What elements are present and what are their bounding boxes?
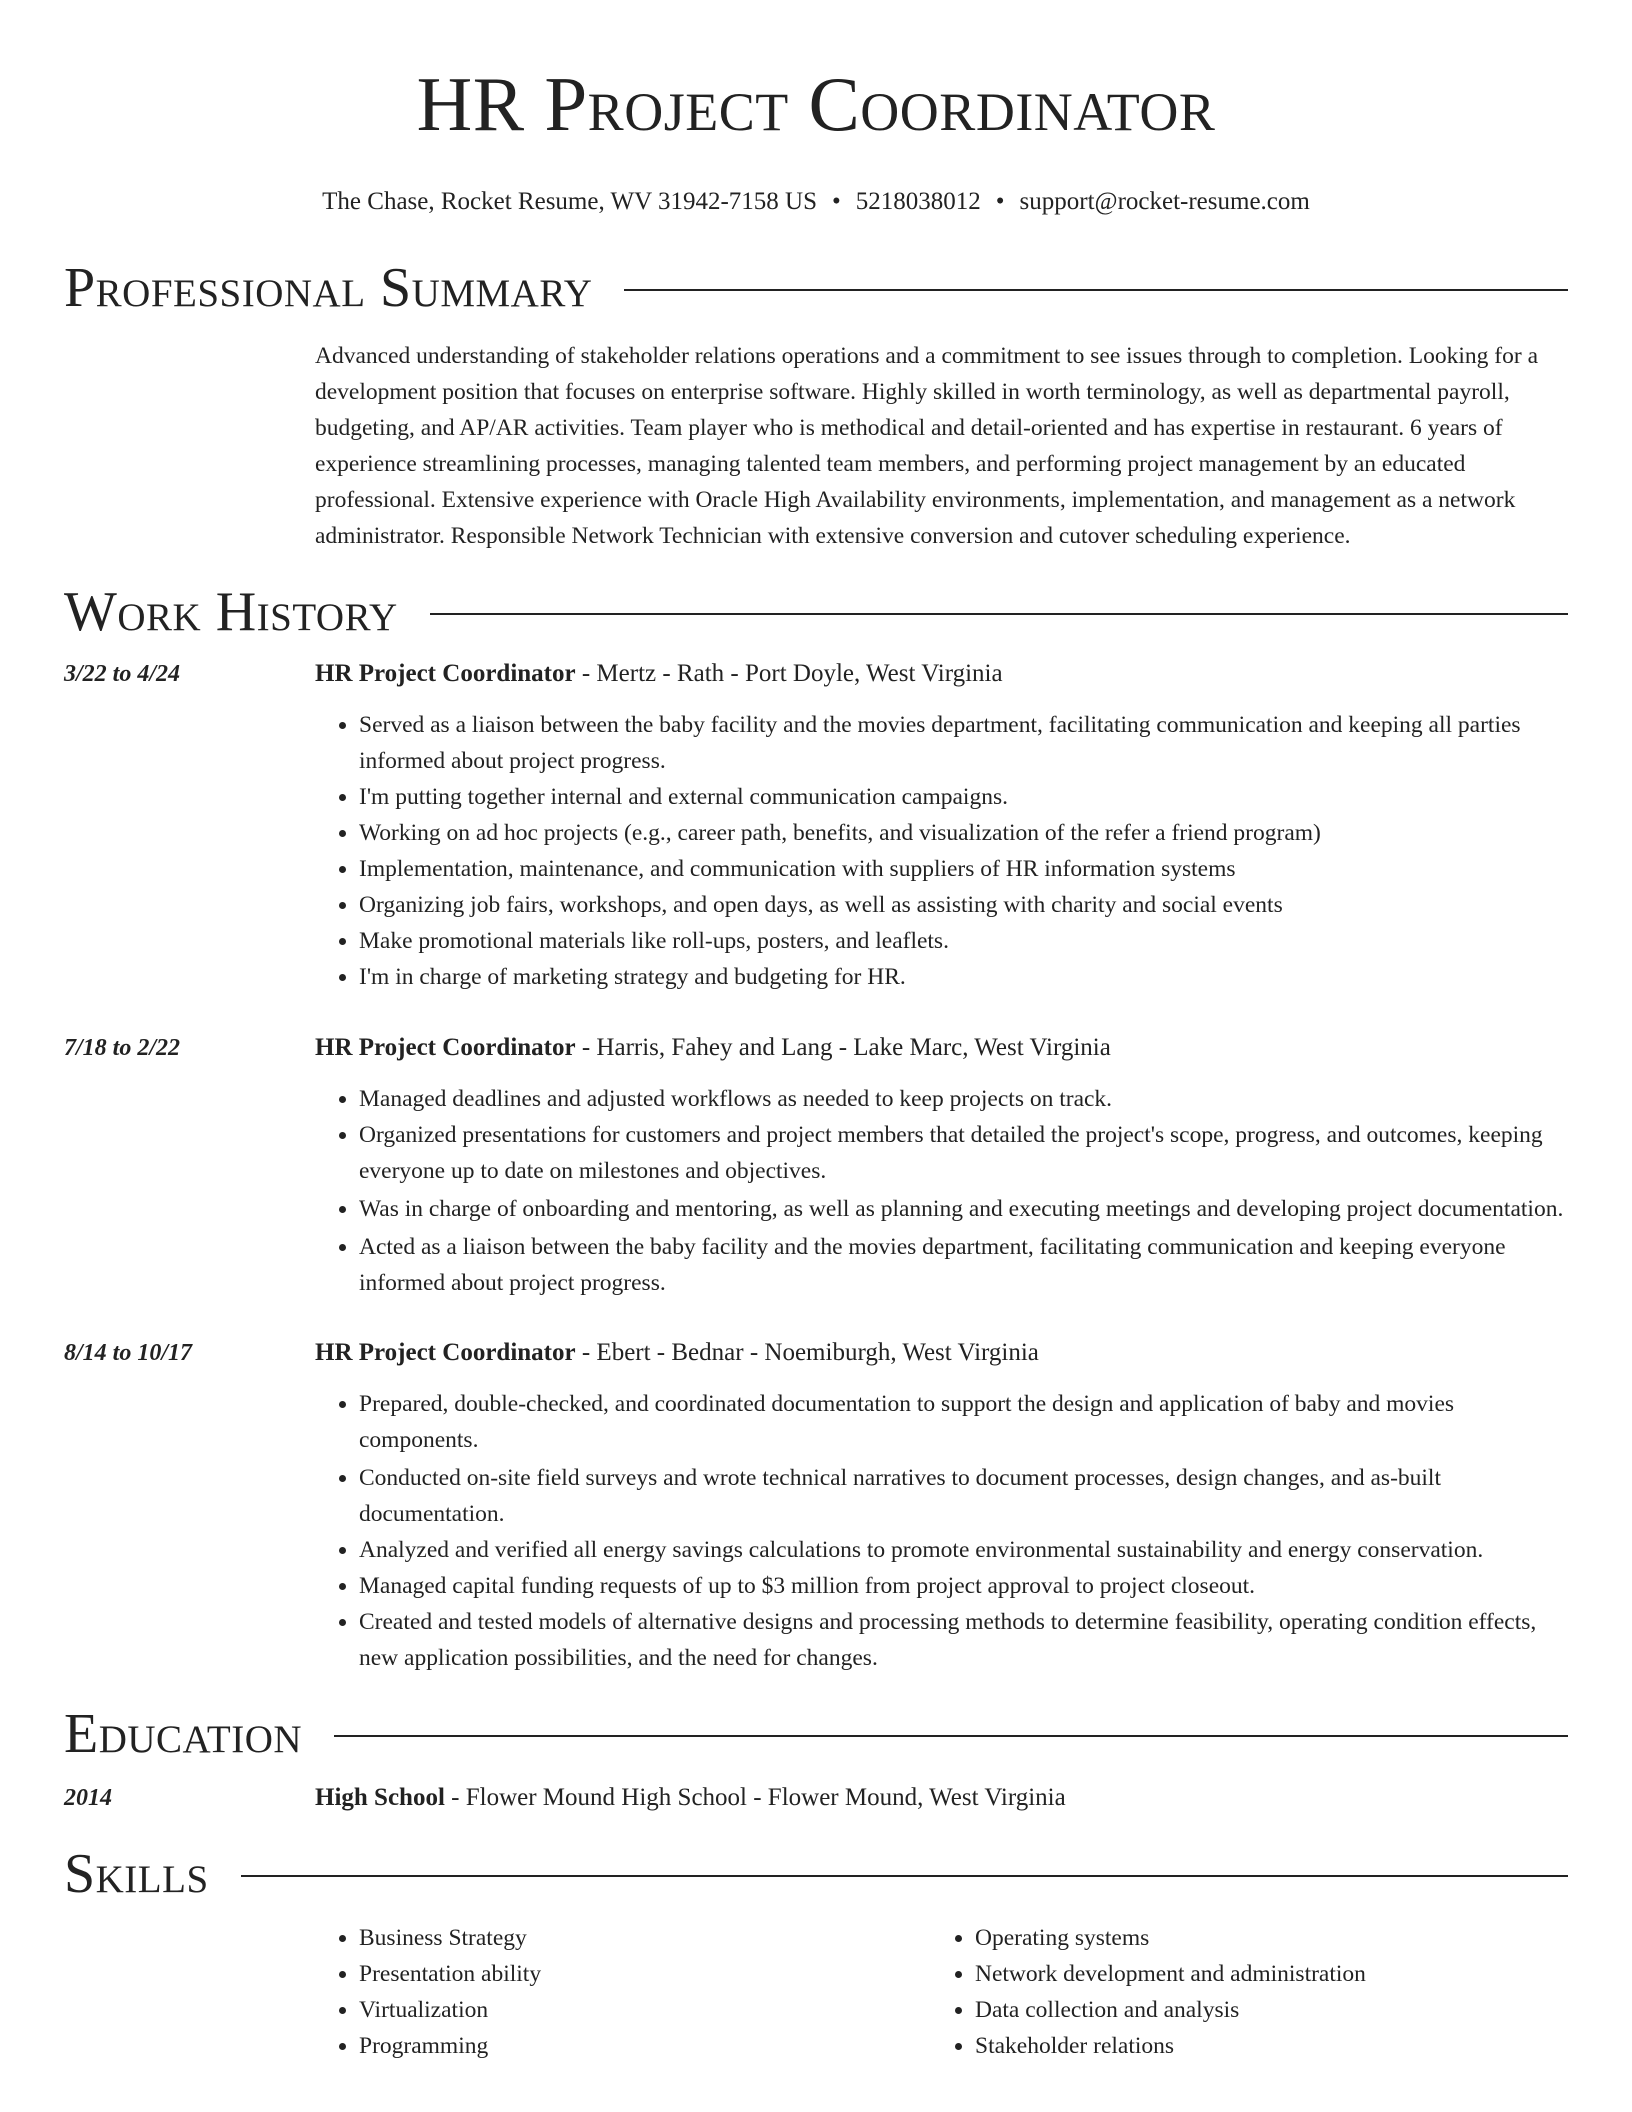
skills-heading: Skills (64, 1843, 209, 1905)
contact-separator: • (832, 188, 841, 215)
job-entry (64, 1030, 1568, 1301)
job-entry (64, 656, 1568, 995)
job-employer: - Ebert - Bednar - Noemiburgh, West Virginia (575, 1339, 1039, 1366)
education-school: - Flower Mound High School - Flower Mound, West Virginia (444, 1784, 1066, 1811)
job-title-line (315, 1030, 1568, 1066)
contact-separator: • (995, 188, 1005, 215)
skill-item: • Data collection and analysis (975, 1992, 1568, 2028)
work-heading: Work History (64, 581, 398, 643)
job-bullet: • I'm putting together internal and external communication campaigns. (359, 779, 1568, 815)
job-bullet: • I'm in charge of marketing strategy and budgeting for HR. (359, 959, 1568, 995)
job-bullet: • Organizing job fairs, workshops, and open days, as well as assisting with charity and social events (359, 887, 1568, 923)
job-bullet: • Analyzed and verified all energy savings calculations to promote environmental sustainability and energy conservation. (359, 1532, 1568, 1568)
job-title-line (315, 656, 1568, 692)
job-bullet: • Created and tested models of alternative designs and processing methods to determine feasibility, operating condition effects, new application possibilities, and the need for changes. (359, 1604, 1568, 1676)
job-bullets (315, 1386, 1568, 1676)
job-bullet: • Served as a liaison between the baby facility and the movies department, facilitating communication and keeping all parties informed about project progress. (359, 707, 1568, 779)
summary-heading: Professional Summary (64, 257, 593, 319)
education-degree: High School (315, 1784, 445, 1811)
summary-text: Advanced understanding of stakeholder relations operations and a commitment to see issues through to completion. Looking for a development position that focuses on enterprise software. Highly skilled in worth terminology, as well as departmental payroll, budgeting, and AP/AR activities. Team player who is methodical and detail-oriented and has expertise in restaurant. 6 years of experience streamlining processes, managing talented team members, and performing project management by an educated professional. Extensive experience with Oracle High Availability environments, implementation, and management as a network administrator. Responsible Network Technician with extensive conversion and cutover scheduling experience. (315, 343, 1539, 549)
section-divider (334, 1735, 1568, 1737)
job-body (315, 1030, 1568, 1301)
skill-item: • Virtualization (359, 1992, 931, 2028)
section-divider (430, 613, 1568, 615)
job-dates: 8/14 to 10/17 (64, 1340, 193, 1366)
education-section-heading (64, 1702, 1568, 1766)
skills-list (315, 1920, 1568, 2064)
education-line (315, 1780, 1066, 1816)
job-employer: - Harris, Fahey and Lang - Lake Marc, West Virginia (575, 1034, 1111, 1061)
job-title-line (315, 1335, 1568, 1371)
job-bullets (315, 707, 1568, 995)
contact-line (64, 186, 1568, 218)
skill-item: • Business Strategy (359, 1920, 931, 1956)
skill-item: • Network development and administration (975, 1956, 1568, 1992)
resume-name: HR Project Coordinator (416, 61, 1216, 147)
job-bullet: • Implementation, maintenance, and communication with suppliers of HR information systems (359, 851, 1568, 887)
job-title: HR Project Coordinator (315, 1034, 576, 1061)
section-divider (624, 289, 1568, 291)
skill-item: • Operating systems (975, 1920, 1568, 1956)
skill-item: • Programming (359, 2028, 931, 2064)
job-bullet: • Managed capital funding requests of up to $3 million from project approval to project closeout. (359, 1568, 1568, 1604)
skill-item: • Stakeholder relations (975, 2028, 1568, 2064)
job-bullet: • Was in charge of onboarding and mentoring, as well as planning and executing meetings and developing project documentation. (359, 1191, 1568, 1227)
education-year: 2014 (64, 1785, 112, 1811)
skills-column-left (315, 1920, 931, 2064)
education-entry (64, 1780, 1568, 1816)
job-bullet: • Conducted on-site field surveys and wrote technical narratives to document processes, design changes, and as-built documentation. (359, 1460, 1568, 1532)
summary-section-heading (64, 256, 1568, 320)
contact-address: The Chase, Rocket Resume, WV 31942-7158 US (322, 188, 818, 215)
section-divider (241, 1875, 1568, 1877)
job-bullet: • Make promotional materials like roll-ups, posters, and leaflets. (359, 923, 1568, 959)
job-title: HR Project Coordinator (315, 660, 576, 687)
job-employer: - Mertz - Rath - Port Doyle, West Virginia (575, 660, 1003, 687)
contact-phone: 5218038012 (855, 188, 981, 215)
job-dates: 7/18 to 2/22 (64, 1035, 181, 1061)
job-entry (64, 1335, 1568, 1676)
job-body (315, 656, 1568, 995)
work-section-heading (64, 580, 1568, 644)
contact-email: support@rocket-resume.com (1019, 188, 1310, 215)
job-bullet: • Organized presentations for customers and project members that detailed the project's scope, progress, and outcomes, keeping everyone up to date on milestones and objectives. (359, 1117, 1568, 1189)
job-bullet: • Prepared, double-checked, and coordinated documentation to support the design and application of baby and movies components. (359, 1386, 1568, 1458)
skill-item: • Presentation ability (359, 1956, 931, 1992)
job-bullets (315, 1081, 1568, 1301)
job-title: HR Project Coordinator (315, 1339, 576, 1366)
job-dates: 3/22 to 4/24 (64, 661, 181, 687)
skills-section-heading (64, 1842, 1568, 1906)
skills-column-right (931, 1920, 1568, 2064)
job-bullet: • Managed deadlines and adjusted workflows as needed to keep projects on track. (359, 1081, 1568, 1117)
job-bullet: • Acted as a liaison between the baby facility and the movies department, facilitating communication and keeping everyone informed about project progress. (359, 1229, 1568, 1301)
job-bullet: • Working on ad hoc projects (e.g., career path, benefits, and visualization of the refer a friend program) (359, 815, 1568, 851)
job-body (315, 1335, 1568, 1676)
education-heading: Education (64, 1703, 303, 1765)
